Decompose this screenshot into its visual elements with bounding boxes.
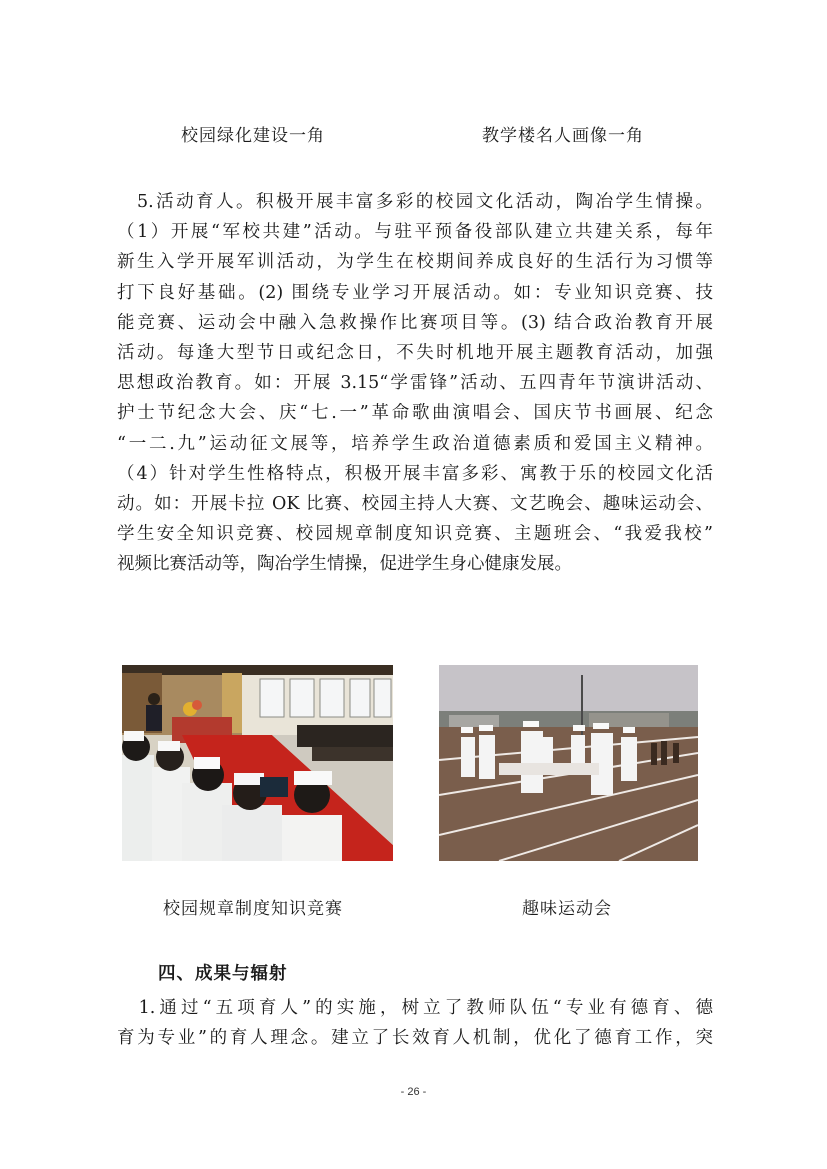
text-line: 动。如：开展卡拉 OK 比赛、校园主持人大赛、文艺晚会、趣味运动会、: [117, 494, 713, 515]
text-line: 护士节纪念大会、庆“七.一”革命歌曲演唱会、国庆节书画展、纪念: [117, 403, 713, 424]
text-line: 能竞赛、运动会中融入急救操作比赛项目等。(3) 结合政治教育开展: [117, 312, 713, 333]
photo-knowledge-contest: [122, 665, 393, 861]
text-line: 学生安全知识竞赛、校园规章制度知识竞赛、主题班会、“我爱我校”: [117, 524, 713, 545]
text-line: 打下良好基础。(2) 围绕专业学习开展活动。如：专业知识竞赛、技: [117, 282, 713, 303]
text-line: 视频比赛活动等，陶冶学生情操，促进学生身心健康发展。: [117, 554, 572, 575]
text-line: 5.活动育人。积极开展丰富多彩的校园文化活动，陶冶学生情操。: [117, 192, 713, 212]
caption-portrait-corner: 教学楼名人画像一角: [482, 126, 644, 146]
text-line: （4）针对学生性格特点，积极开展丰富多彩、寓教于乐的校园文化活: [117, 463, 713, 484]
section-heading: 四、成果与辐射: [158, 964, 288, 984]
text-line: 活动。每逢大型节日或纪念日，不失时机地开展主题教育活动，加强: [117, 343, 713, 364]
photo-fun-sports-meet: [439, 665, 698, 861]
results-paragraph: [117, 993, 713, 1053]
activity-education-paragraph: [117, 187, 713, 580]
text-line: “一二.九”运动征文展等，培养学生政治道德素质和爱国主义精神。: [117, 433, 713, 454]
text-line: 思想政治教育。如：开展 3.15“学雷锋”活动、五四青年节演讲活动、: [117, 373, 713, 394]
page-number: - 26 -: [400, 1086, 427, 1098]
caption-knowledge-contest: 校园规章制度知识竞赛: [163, 899, 343, 919]
caption-campus-greening: 校园绿化建设一角: [181, 126, 325, 146]
caption-fun-sports-meet: 趣味运动会: [522, 899, 612, 919]
text-line: 新生入学开展军训活动，为学生在校期间养成良好的生活行为习惯等: [117, 252, 713, 273]
text-line: （1）开展“军校共建”活动。与驻平预备役部队建立共建关系，每年: [117, 222, 713, 243]
text-line: 1.通过“五项育人”的实施，树立了教师队伍“专业有德育、德: [117, 998, 713, 1018]
text-line: 育为专业”的育人理念。建立了长效育人机制，优化了德育工作，突: [117, 1028, 713, 1049]
